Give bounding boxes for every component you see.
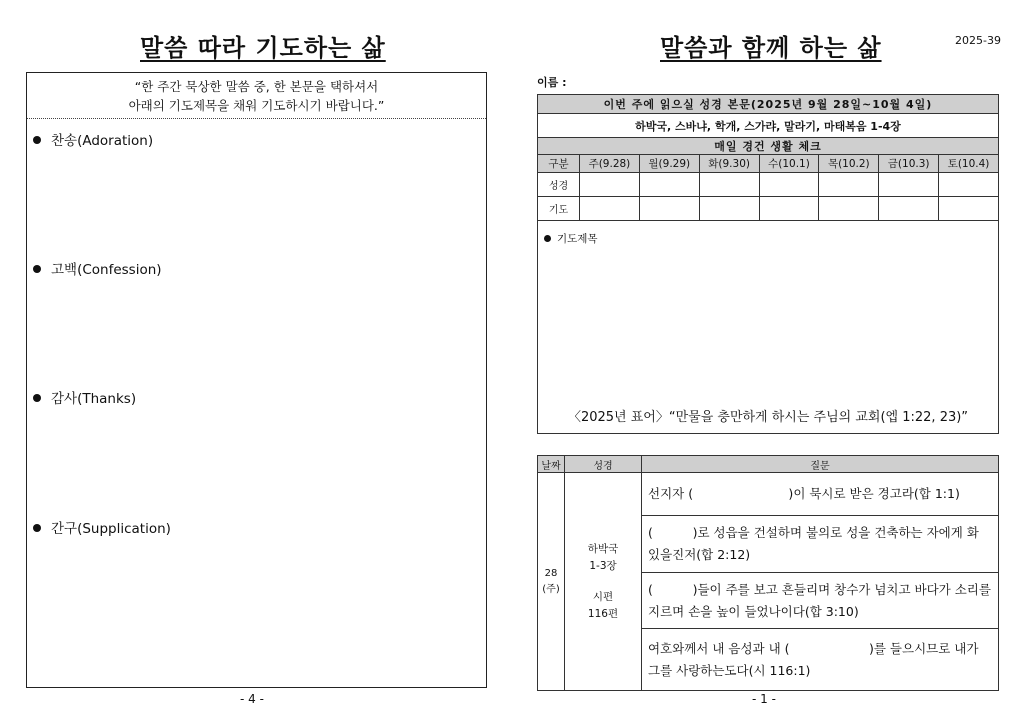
bullet-icon	[33, 136, 41, 144]
row-label-prayer: 기도	[538, 197, 580, 221]
question-item: 여호와께서 내 음성과 내 ( )를 들으시므로 내가 그를 사랑하는도다(시 116:1)	[642, 629, 999, 691]
day-sat: 토(10.4)	[939, 155, 999, 173]
prayer-panel	[26, 72, 487, 688]
qa-header-bible: 성경	[565, 456, 642, 473]
question-item: ( )로 성읍을 건설하며 불의로 성을 건축하는 자에게 화 있을진저(합 2:12)	[642, 516, 999, 573]
check-cell[interactable]	[699, 173, 759, 197]
check-cell[interactable]	[580, 173, 640, 197]
day-wed: 수(10.1)	[759, 155, 819, 173]
bullet-icon	[33, 265, 41, 273]
prayer-instruction	[27, 73, 486, 119]
bullet-icon	[33, 394, 41, 402]
check-cell[interactable]	[759, 173, 819, 197]
check-cell[interactable]	[580, 197, 640, 221]
day-thu: 목(10.2)	[819, 155, 879, 173]
check-cell[interactable]	[879, 173, 939, 197]
right-page-title: 말씀과 함께 하는 삶	[660, 34, 882, 62]
day-fri: 금(10.3)	[879, 155, 939, 173]
prayer-item-supplication: 간구(Supplication)	[33, 517, 171, 537]
day-sun: 주(9.28)	[580, 155, 640, 173]
day-header: 구분	[538, 155, 580, 173]
check-title: 매일 경건 생활 체크	[538, 138, 999, 155]
page-number-left: - 4 -	[240, 692, 264, 706]
reading-check-table	[537, 94, 999, 434]
page-number-right: - 1 -	[752, 692, 776, 706]
prayer-item-thanks: 감사(Thanks)	[33, 387, 136, 407]
bullet-icon	[544, 235, 551, 242]
bulletin-code: 2025-39	[955, 34, 1001, 47]
row-label-bible: 성경	[538, 173, 580, 197]
qa-bible-range: 하박국 1-3장 시편 116편	[565, 473, 642, 691]
bullet-icon	[33, 524, 41, 532]
left-page-title: 말씀 따라 기도하는 삶	[140, 34, 386, 62]
prayer-item-confession: 고백(Confession)	[33, 258, 162, 278]
day-tue: 화(9.30)	[699, 155, 759, 173]
name-label: 이름 :	[537, 76, 567, 89]
question-item: ( )들이 주를 보고 흔들리며 창수가 넘치고 바다가 소리를 지르며 손을 높이 들었나이다(합 3:10)	[642, 573, 999, 629]
check-cell[interactable]	[759, 197, 819, 221]
qa-date: 28 (주)	[538, 473, 565, 691]
check-cell[interactable]	[939, 197, 999, 221]
instruction-line: “한 주간 묵상한 말씀 중, 한 본문을 택하셔서	[134, 79, 379, 94]
reading-title: 이번 주에 읽으실 성경 본문(2025년 9월 28일~10월 4일)	[538, 95, 999, 114]
qa-header-question: 질문	[642, 456, 999, 473]
check-cell[interactable]	[819, 173, 879, 197]
question-item: 선지자 ( )이 묵시로 받은 경고라(합 1:1)	[642, 473, 999, 516]
check-cell[interactable]	[939, 173, 999, 197]
instruction-line: 아래의 기도제목을 채워 기도하시기 바랍니다.”	[128, 98, 385, 113]
check-cell[interactable]	[819, 197, 879, 221]
reading-books: 하박국, 스바냐, 학개, 스가랴, 말라기, 마태복음 1-4장	[538, 114, 999, 138]
check-cell[interactable]	[639, 197, 699, 221]
prayer-topic-label: 기도제목	[544, 231, 598, 246]
prayer-topic-area[interactable]	[538, 221, 999, 434]
day-mon: 월(9.29)	[639, 155, 699, 173]
check-cell[interactable]	[639, 173, 699, 197]
prayer-item-adoration: 찬송(Adoration)	[33, 129, 153, 149]
qa-table	[537, 455, 999, 691]
qa-header-date: 날짜	[538, 456, 565, 473]
check-cell[interactable]	[879, 197, 939, 221]
check-cell[interactable]	[699, 197, 759, 221]
year-motto: 〈2025년 표어〉“만물을 충만하게 하시는 주님의 교회(엡 1:22, 23)”	[567, 410, 969, 425]
